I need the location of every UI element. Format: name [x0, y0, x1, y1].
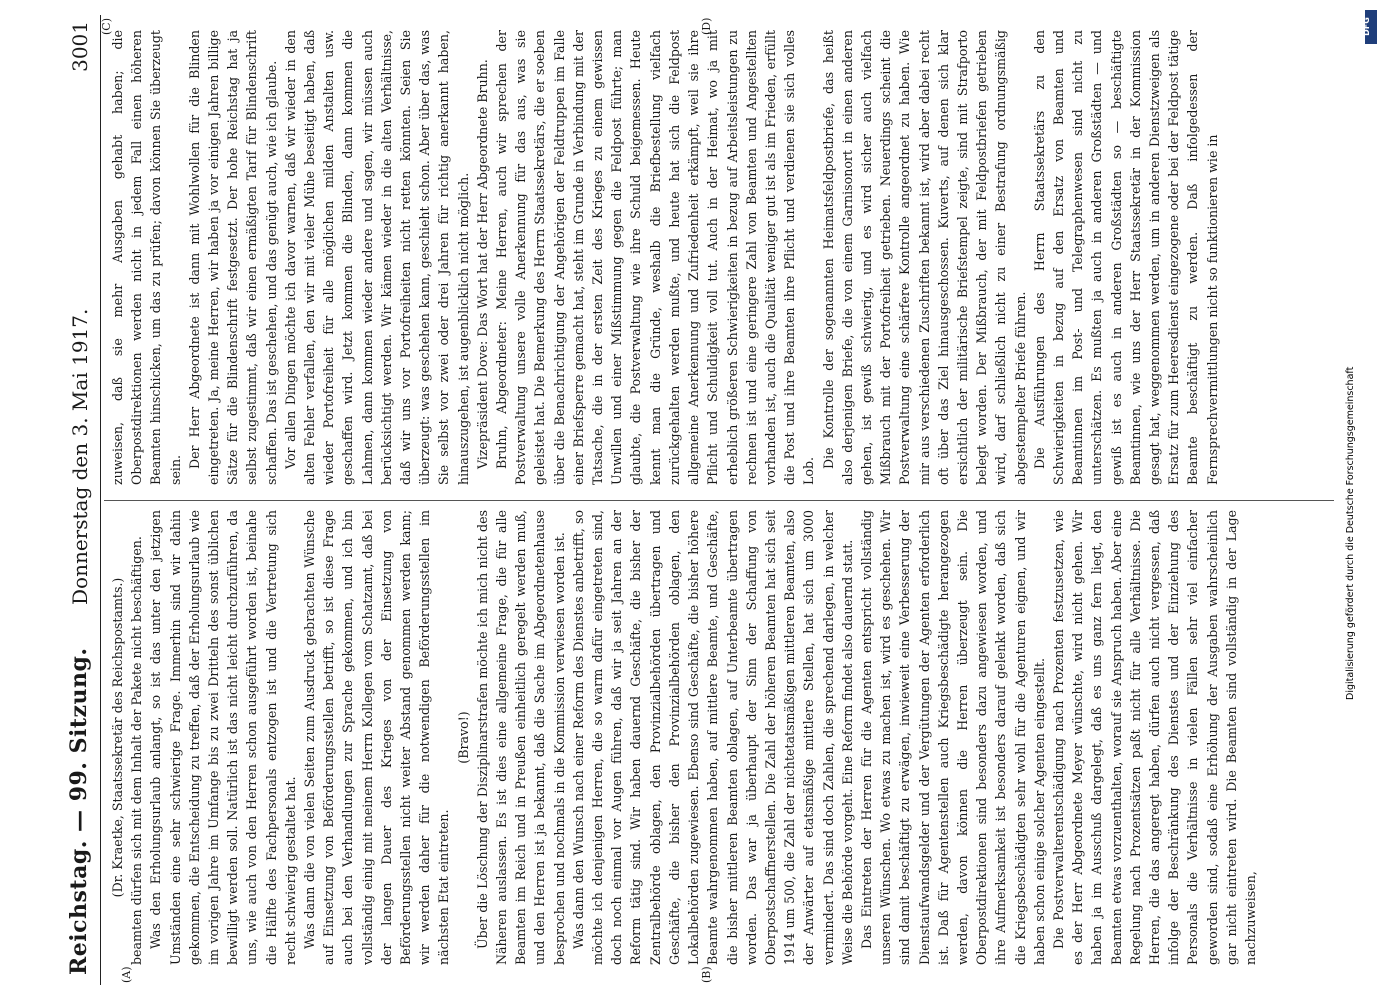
margin-mark-a: (A): [120, 966, 133, 983]
paragraph: Was dann die von vielen Seiten zum Ausdruck gebrachten Wünsche auf Einsetzung von Beförderungsstellen betrifft, so ist diese Frage auch bei den Verhandlungen zur Sprache gekommen, und ich bin vollständig einig mit meinem Herrn Kollegen vom Schatzamt, daß bei der langen Dauer des Krieges von der Einsetzung von Beförderungsstellen nicht weiter Abstand genommen werden kann; wir werden daher für die notwendigen Beförderungsstellen im nächsten Etat eintreten.: [302, 510, 452, 965]
paragraph: zuweisen, daß sie mehr Ausgaben gehabt haben; die Oberpostdirektionen werden nicht in jedem Fall einen höheren Beamten hinschicken, um das zu prüfen; davon können Sie überzeugt sein.: [110, 30, 183, 485]
margin-mark-d: (D): [700, 17, 713, 35]
paragraph: Die Postverwalterentschädigung nach Prozenten festzusetzen, wie es der Herr Abgeordnete Meyer wünschte, wird nicht gehen. Wir haben ja im Ausschuß dargelegt, daß es uns ganz fern liegt, den Beamten etwas vorzuenthalten, worauf sie Anspruch haben. Aber eine Regelung nach Prozentsätzen paßt nicht für alle Verhältnisse. Die Herren, die das angeregt haben, dürfen auch nicht vergessen, daß infolge der Beschränkung des Dienstes und der Einziehung des Personals die Verhältnisse in vielen Fällen sehr viel einfacher geworden sind, sodaß eine Erhöhung der Ausgaben wahrscheinlich gar nicht eintreten wird. Die Beamten sind vollständig in der Lage nachzuweisen,: [1050, 510, 1258, 965]
paragraph: Die Kontrolle der sogenannten Heimatsfeldpostbriefe, das heißt also derjenigen Briefe, die von einem Garnisonort in einen anderen gehen, ist gewiß schwierig, und es wird sicher auch vielfach Mißbrauch mit der Portofreiheit getrieben. Neuerdings scheint die Postverwaltung eine schärfere Kontrolle angeordnet zu haben. Wie mir aus verschiedenen Zuschriften bekannt ist, wird aber dabei recht oft über das Ziel hinausgeschossen. Kuverts, auf denen sich klar ersichtlich der militärische Briefstempel zeigte, sind mit Strafporto belegt worden. Der Mißbrauch, der mit Feldpostbriefen getrieben wird, darf schließlich nicht zu einer Bestrafung ordnungsmäßig abgestempelter Briefe führen.: [820, 30, 1028, 485]
column-divider: [104, 500, 1334, 501]
page-header: [60, 15, 101, 985]
paragraph: beamten dürfen sich mit dem Inhalt der Pakete nicht beschäftigen.: [129, 536, 145, 965]
margin-mark-c: (C): [100, 18, 113, 35]
rotated-page-content: [60, 15, 1360, 985]
dfg-logo-text: DFG: [1361, 17, 1371, 36]
paragraph: Über die Löschung der Disziplinarstrafen möchte ich mich nicht des Näheren auslassen. Es ist dies eine allgemeine Frage, die für alle Beamten im Reich und in Preußen einheitlich geregelt werden muß, und den Herren ist ja bekannt, daß die Sache im Abgeordnetenhause besprochen und nochmals in die Kommission verwiesen worden ist.: [474, 510, 567, 965]
speaker-line: Vizepräsident Dove: Das Wort hat der Herr Abgeordnete Bruhn.: [474, 59, 490, 469]
column-right: [108, 30, 1222, 485]
dfg-logo: [1361, 10, 1377, 44]
digitization-note: [1345, 20, 1365, 700]
margin-mark-b: (B): [700, 966, 713, 983]
digitization-note-text: Digitalisierung gefördert durch die Deutsche Forschungsgemeinschaft: [1345, 366, 1356, 700]
header-left: Reichstag. — 99. Sitzung.: [66, 647, 92, 975]
header-date: Donnerstag den 3. Mai 1917.: [68, 308, 92, 605]
paragraph: Vor allen Dingen möchte ich davor warnen, daß wir wieder in den alten Fehler verfallen, den wir mit vieler Mühe beseitigt haben, daß wieder Portofreiheit für alle möglichen milden Anstalten usw. geschaffen wird. Jetzt kommen die Blinden, dann kommen die Lahmen, dann kommen wieder andere und sagen, wir müssen auch berücksichtigt werden. Wir kämen wieder in die alten Verhältnisse, daß wir uns vor Portofreiheiten nicht retten könnten. Seien Sie überzeugt: was geschehen kann, geschieht schon. Aber über das, was Sie selbst vor zwei oder drei Jahren für richtig anerkannt haben, hinauszugehen, ist augenblicklich nicht möglich.: [282, 30, 471, 485]
speaker-line: (Dr. Kraetke, Staatssekretär des Reichspostamts.): [110, 577, 125, 898]
paragraph: Das Eintreten der Herren für die Agenten entspricht vollständig unseren Wünschen. Wo etwas zu machen ist, wird es geschehen. Wir sind damit beschäftigt zu erwägen, inwieweit eine Verbesserung der Dienstaufwandsgelder und der Vergütungen der Agenten erforderlich ist. Daß für Agentenstellen auch Kriegsbeschädigte herangezogen werden, davon können die Herren überzeugt sein. Die Oberpostdirektionen sind besonders dazu angewiesen worden, und ihre Aufmerksamkeit ist besonders darauf gelenkt worden, daß sich die Kriegsbeschädigten sehr wohl für die Agenturen eignen, und wir haben schon einige solcher Agenten eingestellt.: [858, 510, 1047, 965]
paragraph: Der Herr Abgeordnete ist dann mit Wohlwollen für die Blinden eingetreten. Ja, meine Herren, wir haben ja vor einigen Jahren billige Sätze für die Blindenschrift festgesetzt. Der hohe Reichstag hat ja selbst zugestimmt, daß wir einen ermäßigten Tarif für Blindenschrift schaffen. Das ist geschehen, und das genügt auch, wie ich glaube.: [186, 30, 279, 485]
interjection: (Bravo!): [455, 711, 471, 764]
paragraph: Was den Erholungsurlaub anlangt, so ist das unter den jetzigen Umständen eine sehr schwierige Frage. Immerhin sind wir dahin gekommen, die Entscheidung zu treffen, daß der Erholungsurlaub wie im vorigen Jahre im Umfange bis zu zwei Dritteln des sonst üblichen bewilligt werden soll. Natürlich ist das nicht leicht durchzuführen, da uns, wie auch von den Herren schon ausgeführt worden ist, beinahe die Hälfte des Fachpersonals entzogen ist und die Vertretung sich recht schwierig gestaltet hat.: [148, 510, 298, 965]
column-left: [108, 510, 1260, 965]
paragraph: Die Ausführungen des Herrn Staatssekretärs zu den Schwierigkeiten in bezug auf den Ersatz von Beamten und Beamtinnen im Post- und Telegraphenwesen sind nicht zu unterschätzen. Es mußten ja auch in anderen Großstädten — und gewiß ist es auch in anderen Großstädten so — beschäftigte Beamtinnen, wie uns der Herr Staatssekretär in der Kommission gesagt hat, weggenommen werden, um in anderen Dienstzweigen als Ersatz für zum Heeresdienst eingezogene oder bei der Feldpost tätige Beamte beschäftigt zu werden. Daß infolgedessen der Fernsprechvermittlungen nicht so funktionieren wie in: [1031, 30, 1220, 485]
page-number: 3001: [68, 21, 92, 72]
paragraph: Was dann den Wunsch nach einer Reform des Dienstes anbetrifft, so möchte ich denjenigen Herren, die so warm dafür eingetreten sind, doch noch einmal vor Augen führen, daß wir ja seit Jahren an der Reform tätig sind. Wir haben dauernd Geschäfte, die bisher der Zentralbehörde oblagen, den Provinzialbehörden übertragen und Geschäfte, die bisher den Provinzialbehörden oblagen, den Lokalbehörden zugewiesen. Ebenso sind Geschäfte, die bisher höhere Beamte wahrgenommen haben, auf mittlere Beamte, und Geschäfte, die bisher mittleren Beamten oblagen, auf Unterbeamte übertragen worden. Das war ja überhaupt der Sinn der Schaffung von Oberpostschaffnerstellen. Die Zahl der höheren Beamten hat sich seit 1914 um 500, die Zahl der nichtetatsmäßigen mittleren Beamten, also der Anwärter auf etatsmäßige mittlere Stellen, hat sich um 3000 vermindert. Das sind doch Zahlen, die sprechend darlegen, in welcher Weise die Behörde vorgeht. Eine Reform findet also dauernd statt.: [570, 510, 855, 965]
paragraph: Bruhn, Abgeordneter: Meine Herren, auch wir sprechen der Postverwaltung unsere volle Anerkennung für das aus, was sie geleistet hat. Die Bemerkung des Herrn Staatssekretärs, die er soeben über die Benachrichtigung der Angehörigen der Feldtruppen im Falle einer Briefsperre gemacht hat, steht im Grunde in Verbindung mit der Tatsache, die in der ersten Zeit des Krieges zu einem gewissen Unwillen und einer Mißstimmung gegen die Feldpost führte; man glaubte, die Postverwaltung wie ihre Schuld beigemessen. Heute kennt man die Gründe, weshalb die Briefbestellung vielfach zurückgehalten werden mußte, und heute hat sich die Feldpost allgemeine Anerkennung und Zufriedenheit erkämpft, weil sie ihre Pflicht und Schuldigkeit voll tut. Auch in der Heimat, wo ja mit erheblich größeren Schwierigkeiten in bezug auf Arbeitsleistungen zu rechnen ist und eine geringere Zahl von Beamten und Angestellten vorhanden ist, auch die Qualität weniger gut ist als im Frieden, erfüllt die Post und ihre Beamten ihre Pflicht und verdienen sie sich volles Lob.: [494, 30, 817, 485]
